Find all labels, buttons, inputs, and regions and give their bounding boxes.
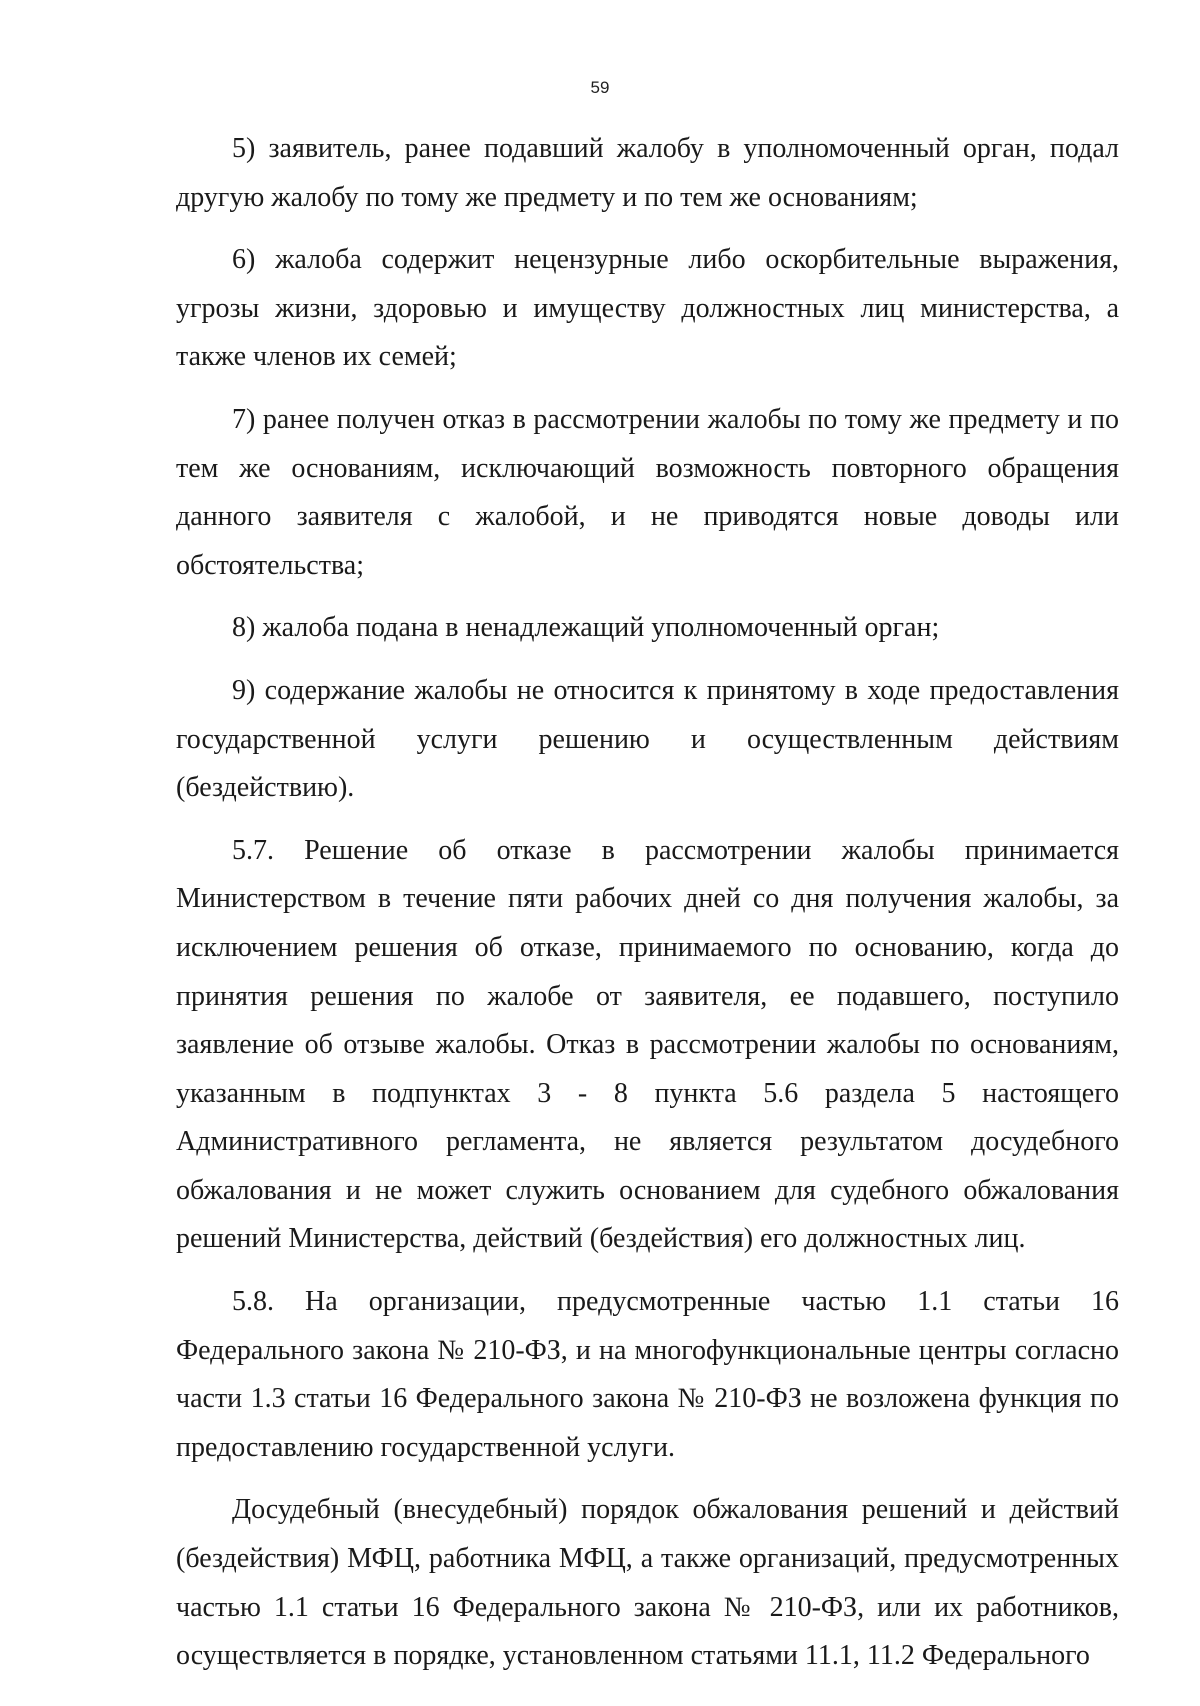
page-number: 59 xyxy=(590,78,610,97)
paragraph-item-6: 6) жалоба содержит нецензурные либо оскорбительные выражения, угрозы жизни, здоровью и имуществу должностных лиц министерства, а также членов их семей; xyxy=(176,244,1119,373)
paragraph-pretrial-appeal: Досудебный (внесудебный) порядок обжалования решений и действий (бездействия) МФЦ, работника МФЦ, а также организаций, предусмотренных частью 1.1 статьи 16 Федерального закона № 210-ФЗ, или их работников, осуществляется в порядке, установленном статьями 11.1, 11.2 Федерального xyxy=(176,1494,1119,1672)
document-body xyxy=(176,125,1119,1681)
paragraph-item-7: 7) ранее получен отказ в рассмотрении жалобы по тому же предмету и по тем же основаниям, исключающий возможность повторного обращения данного заявителя с жалобой, и не приводятся новые доводы или обстоятельства; xyxy=(176,403,1119,581)
paragraph-section-5-7: 5.7. Решение об отказе в рассмотрении жалобы принимается Министерством в течение пяти рабочих дней со дня получения жалобы, за исключением решения об отказе, принимаемого по основанию, когда до принятия решения по жалобе от заявителя, ее подавшего, поступило заявление об отзыве жалобы. Отказ в рассмотрении жалобы по основаниям, указанным в подпунктах 3 - 8 пункта 5.6 раздела 5 настоящего Административного регламента, не является результатом досудебного обжалования и не может служить основанием для судебного обжалования решений Министерства, действий (бездействия) его должностных лиц. xyxy=(176,834,1119,1255)
paragraph-item-5: 5) заявитель, ранее подавший жалобу в уполномоченный орган, подал другую жалобу по тому же предмету и по тем же основаниям; xyxy=(176,133,1119,213)
paragraph-item-9: 9) содержание жалобы не относится к принятому в ходе предоставления государственной услуги решению и осуществленным действиям (бездействию). xyxy=(176,674,1119,804)
paragraph-item-8: 8) жалоба подана в ненадлежащий уполномоченный орган; xyxy=(232,612,940,644)
paragraph-section-5-8: 5.8. На организации, предусмотренные частью 1.1 статьи 16 Федерального закона № 210-ФЗ, и на многофункциональные центры согласно части 1.3 статьи 16 Федерального закона № 210-ФЗ не возложена функция по предоставлению государственной услуги. xyxy=(176,1286,1119,1463)
